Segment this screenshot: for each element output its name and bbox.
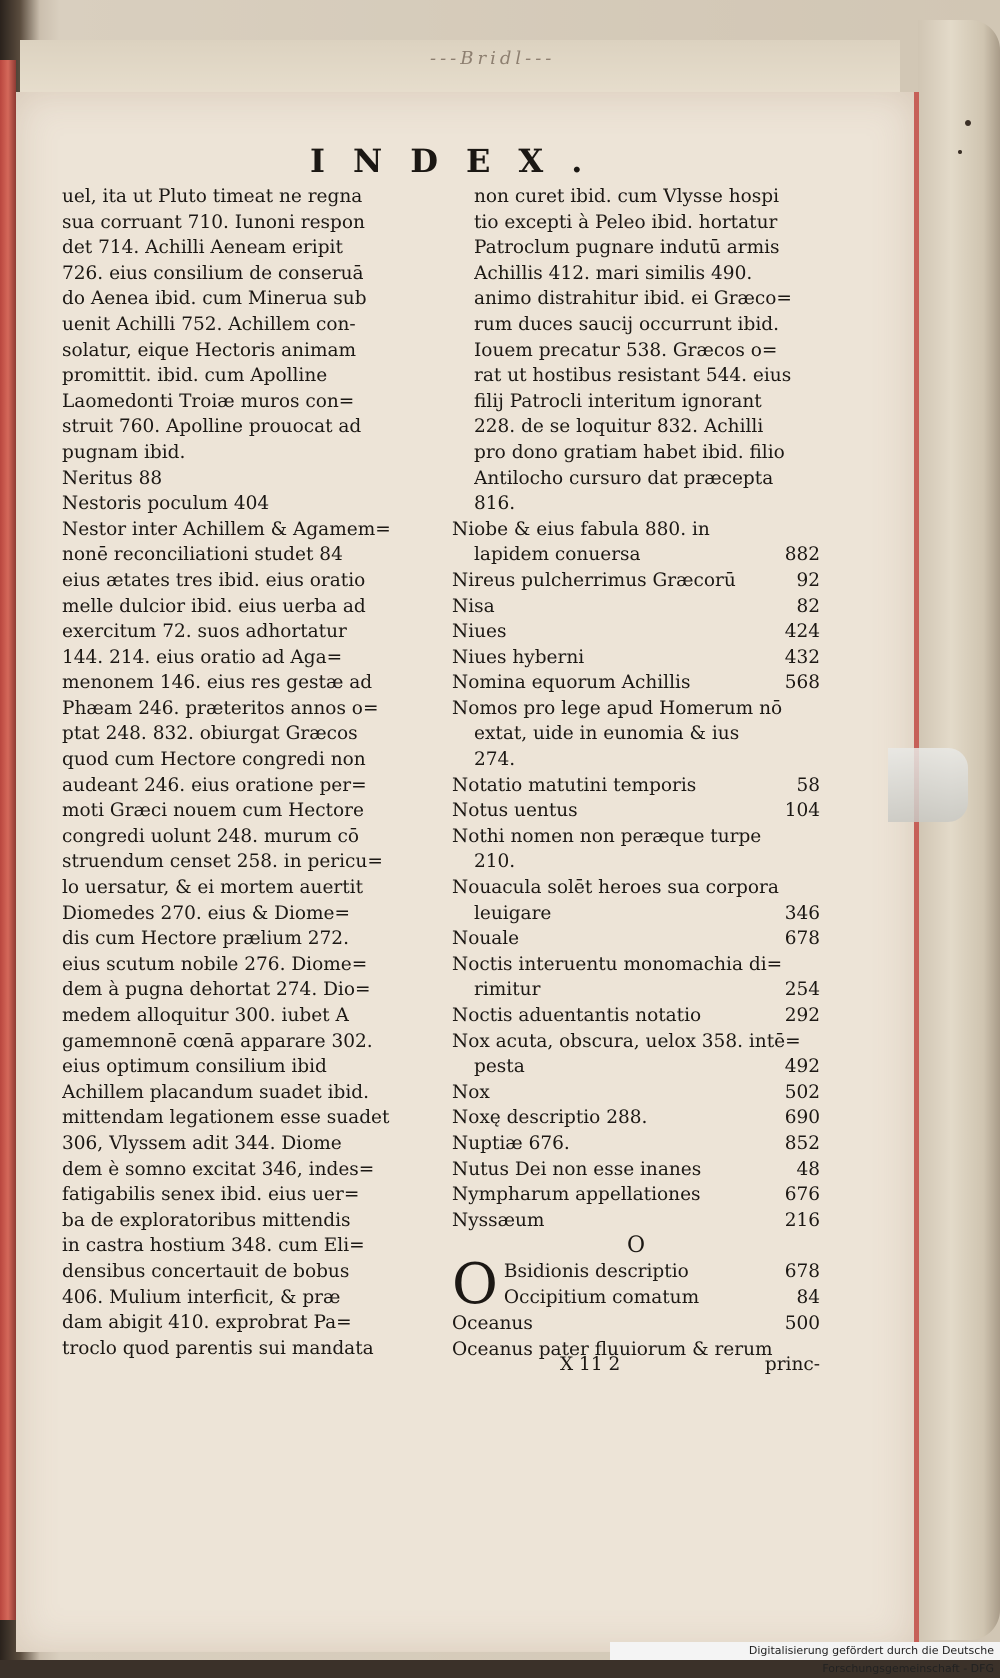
index-entry-text: Nuptiæ 676. [452,1132,570,1154]
index-line [62,1208,432,1234]
index-line-text: melle dulcior ibid. eius uerba ad [62,595,366,617]
catchword-line [560,1354,820,1375]
index-page-number: 500 [784,1312,820,1334]
index-line [62,645,432,671]
index-entry [452,1054,820,1080]
index-line-text: gamemnonē cœnā apparare 302. [62,1030,373,1052]
index-line [62,1105,432,1131]
index-line [452,184,820,210]
index-line [62,1029,432,1055]
index-line-text: Iouem precatur 538. Græcos o= [474,339,778,361]
page-title: INDEX. [310,142,611,180]
index-line-text: sua corruant 710. Iunoni respon [62,211,365,233]
index-line-text: medem alloquitur 300. iubet A [62,1005,349,1026]
index-entry [452,594,820,620]
index-line-text: Antilocho cursuro dat præcepta [474,467,774,489]
index-line [452,414,820,440]
index-entry-text: Nomina equorum Achillis [452,672,691,694]
index-entry-text: 210. [474,851,516,873]
index-line-text: dis cum Hectore prælium 272. [62,928,349,950]
index-line [62,977,432,1003]
index-line-text: eius optimum consilium ibid [62,1056,327,1078]
index-line-text: Phæam 246. præteritos annos o= [62,697,379,719]
index-line-text: uel, ita ut Pluto timeat ne regna [62,186,363,207]
index-line-text: lo uersatur, & ei mortem auertit [62,877,364,899]
index-entry-text: Nisa [452,595,495,617]
index-line-text: struendum censet 258. in pericu= [62,851,383,873]
index-line-text: ptat 248. 832. obiurgat Græcos [62,723,358,745]
index-entry-text: Niues hyberni [452,646,585,668]
index-line [62,210,432,236]
index-entry-text: leuigare [474,902,552,924]
index-entry [452,977,820,1003]
index-entry-text: Niues [452,621,507,643]
index-entry-text: lapidem conuersa [474,544,641,566]
drop-cap: O [452,1251,498,1317]
index-line [62,184,432,210]
index-line [62,1310,432,1336]
index-line [62,312,432,338]
index-line [62,670,432,696]
index-line-text: det 714. Achilli Aeneam eripit [62,237,343,259]
index-line [62,849,432,875]
index-line-text: ba de exploratoribus mittendis [62,1209,351,1231]
index-line [62,363,432,389]
digitization-credit: Digitalisierung gefördert durch die Deutsche Forschungsgemeinschaft - DFG [610,1642,1000,1660]
index-entry [452,824,820,850]
index-line [62,773,432,799]
index-entry [452,1182,820,1208]
index-line [62,721,432,747]
catchword: princ- [764,1354,820,1375]
index-line [62,747,432,773]
index-line [62,440,432,466]
index-line [452,389,820,415]
index-page-number: 216 [784,1209,820,1231]
index-line-text: 228. de se loquitur 832. Achilli [474,416,764,438]
index-page-number: 492 [784,1056,820,1078]
index-line [62,696,432,722]
index-line-text: troclo quod parentis sui mandata [62,1337,374,1359]
index-line-text: in castra hostium 348. cum Eli= [62,1235,365,1257]
index-entry [452,670,820,696]
index-line [62,568,432,594]
index-entry-text: Noctis interuentu monomachia di= [452,953,783,975]
index-line [452,466,820,492]
index-line-text: pro dono gratiam habet ibid. filio [474,441,785,463]
index-line [62,414,432,440]
index-page-number: 92 [796,569,820,591]
index-line-text: filij Patrocli interitum ignorant [474,390,762,412]
index-entry [452,1157,820,1183]
index-line-text: nonē reconciliationi studet 84 [62,544,343,566]
spine-edge [0,60,16,1620]
index-entry-text: Nympharum appellationes [452,1184,701,1206]
index-line [62,901,432,927]
index-page-number: 882 [784,544,820,566]
index-line [62,926,432,952]
index-line [62,466,432,492]
index-entry-text: Oceanus [452,1312,533,1334]
index-line [62,261,432,287]
index-line-text: promittit. ibid. cum Apolline [62,365,328,387]
index-line [452,440,820,466]
index-line-text: Diomedes 270. eius & Diome= [62,902,350,924]
index-entry [452,952,820,978]
index-line [62,594,432,620]
index-page-number: 676 [784,1184,820,1206]
index-line-text: rum duces saucij occurrunt ibid. [474,313,779,335]
index-line [452,210,820,236]
index-page-number: 346 [784,902,820,924]
index-line [452,261,820,287]
index-page-number: 432 [784,646,820,668]
index-line [62,491,432,517]
index-entry-text: Nutus Dei non esse inanes [452,1158,702,1180]
index-line [452,491,820,517]
page-fleck [965,120,971,126]
index-entry [452,798,820,824]
index-line [452,235,820,261]
index-entry-text: Noxę descriptio 288. [452,1107,648,1129]
index-line-text: dem è somno excitat 346, indes= [62,1158,375,1180]
index-entry [452,517,820,543]
index-entry-text: Nomos pro lege apud Homerum nō [452,697,783,719]
index-entry [504,1285,820,1311]
index-entry-text: Occipitium comatum [503,1286,700,1308]
index-entry [452,1029,820,1055]
index-entry [452,849,820,875]
index-line [62,952,432,978]
index-entry-text: Bsidionis descriptio [503,1260,689,1282]
index-entry [452,747,820,773]
index-line-text: Neritus 88 [62,467,163,489]
top-scribble: ---Bridl--- [430,48,556,69]
index-line-text: non curet ibid. cum Vlysse hospi [474,186,780,207]
index-entry [452,773,820,799]
index-page-number: 678 [784,928,820,950]
book-cover-edge [918,20,1000,1640]
index-entry-text: pesta [474,1056,525,1078]
index-entry-text: Nothi nomen non peræque turpe [452,825,762,847]
index-line-text: animo distrahitur ibid. ei Græco= [474,288,792,310]
index-line-text: 406. Mulium interficit, & præ [62,1286,341,1308]
index-entry [452,1311,820,1337]
index-entry [452,619,820,645]
index-line-text: Achillis 412. mari similis 490. [474,262,753,284]
index-entry-text: Nox [452,1081,490,1103]
index-page-number: 852 [784,1132,820,1154]
index-line-text: congredi uolunt 248. murum cō [62,825,360,847]
index-line-text: uenit Achilli 752. Achillem con- [62,313,356,335]
index-line-text: 306, Vlyssem adit 344. Diome [62,1132,342,1154]
index-line [62,389,432,415]
index-entry [452,875,820,901]
bookmark-tab [888,748,968,822]
index-left-column [62,184,432,1361]
index-page-number: 82 [796,595,820,617]
index-page-number: 690 [784,1107,820,1129]
index-line-text: eius scutum nobile 276. Diome= [62,953,368,975]
index-entry-text: Niobe & eius fabula 880. in [452,518,710,540]
index-line [62,517,432,543]
index-line [62,798,432,824]
section-o-block [452,1251,820,1317]
index-line [62,875,432,901]
index-entry-text: Nouacula solēt heroes sua corpora [452,877,779,899]
index-line [452,312,820,338]
index-line-text: mittendam legationem esse suadet [62,1107,390,1129]
index-entry [452,568,820,594]
index-page-number: 292 [784,1005,820,1026]
index-line [62,619,432,645]
index-entry-text: Notus uentus [452,800,578,822]
index-page-number: 568 [784,672,820,694]
index-line [62,1080,432,1106]
index-line-text: eius ætates tres ibid. eius oratio [62,569,366,591]
index-line-text: Achillem placandum suadet ibid. [62,1081,369,1103]
index-page-number: 502 [784,1081,820,1103]
index-line-text: 816. [474,493,516,515]
index-entry-text: 274. [474,749,516,771]
index-entry [452,696,820,722]
index-page-number: 48 [796,1158,820,1180]
index-entry [452,721,820,747]
index-line [452,338,820,364]
index-entry-text: Nyssæum [452,1209,545,1231]
index-line-text: 726. eius consilium de conseruā [62,262,364,284]
index-line [62,286,432,312]
index-entry [452,542,820,568]
index-entry [452,1003,820,1029]
index-line [62,1285,432,1311]
index-page-number: 424 [784,621,820,643]
index-entry [452,1080,820,1106]
index-line-text: solatur, eique Hectoris animam [62,339,357,361]
index-line [452,363,820,389]
index-line-text: Nestor inter Achillem & Agamem= [62,518,391,540]
index-line [62,1259,432,1285]
index-entry-text: Oceanus pater fluuiorum & rerum [452,1338,773,1360]
index-line [62,1054,432,1080]
index-entry-text: Nox acuta, obscura, uelox 358. intē= [452,1030,801,1052]
index-page-number: 84 [796,1286,820,1308]
page-fleck [958,150,962,154]
index-entry-text: Nouale [452,928,520,950]
index-line-text: dam abigit 410. exprobrat Pa= [62,1312,352,1334]
index-line [452,286,820,312]
index-line [62,1157,432,1183]
index-line-text: rat ut hostibus resistant 544. eius [474,365,792,387]
index-line-text: struit 760. Apolline prouocat ad [62,416,362,438]
index-entry-text: Nireus pulcherrimus Græcorū [452,569,736,591]
index-line-text: pugnam ibid. [62,441,186,463]
index-line-text: dem à pugna dehortat 274. Dio= [62,979,371,1001]
index-line [62,824,432,850]
index-page-number: 58 [796,774,820,796]
index-line-text: Laomedonti Troiæ muros con= [62,390,355,412]
index-entry-text: Notatio matutini temporis [452,774,697,796]
index-entry [452,901,820,927]
index-line [62,1336,432,1362]
index-line-text: menonem 146. eius res gestæ ad [62,672,373,694]
index-line [62,542,432,568]
index-line-text: Nestoris poculum 404 [62,493,270,515]
index-entry [452,926,820,952]
index-entry [504,1259,820,1285]
index-line [62,1131,432,1157]
index-line [62,1003,432,1029]
signature-mark: X 11 2 [560,1354,621,1375]
index-right-column [452,184,820,1362]
index-line-text: fatigabilis senex ibid. eius uer= [62,1184,360,1206]
index-entry-text: extat, uide in eunomia & ius [474,723,740,745]
index-page-number: 254 [784,979,820,1001]
index-line-text: 144. 214. eius oratio ad Aga= [62,646,343,668]
index-line-text: tio excepti à Peleo ibid. hortatur [474,211,778,233]
index-line-text: Patroclum pugnare indutū armis [474,237,780,259]
index-line-text: moti Græci nouem cum Hectore [62,800,364,822]
index-line-text: audeant 246. eius oratione per= [62,774,367,796]
index-page-number: 678 [784,1260,820,1282]
index-entry-text: rimitur [474,979,541,1001]
index-line [62,338,432,364]
index-page-number: 104 [784,800,820,822]
index-line-text: exercitum 72. suos adhortatur [62,621,347,643]
section-letter: O [626,1233,646,1259]
index-line [62,235,432,261]
index-entry [452,1208,820,1234]
index-entry [452,645,820,671]
index-entry [452,1105,820,1131]
index-line-text: densibus concertauit de bobus [62,1260,350,1282]
index-line [62,1182,432,1208]
index-line [62,1233,432,1259]
index-entry [452,1131,820,1157]
index-line-text: quod cum Hectore congredi non [62,749,366,771]
index-line-text: do Aenea ibid. cum Minerua sub [62,288,367,310]
index-entry-text: Noctis aduentantis notatio [452,1005,702,1026]
